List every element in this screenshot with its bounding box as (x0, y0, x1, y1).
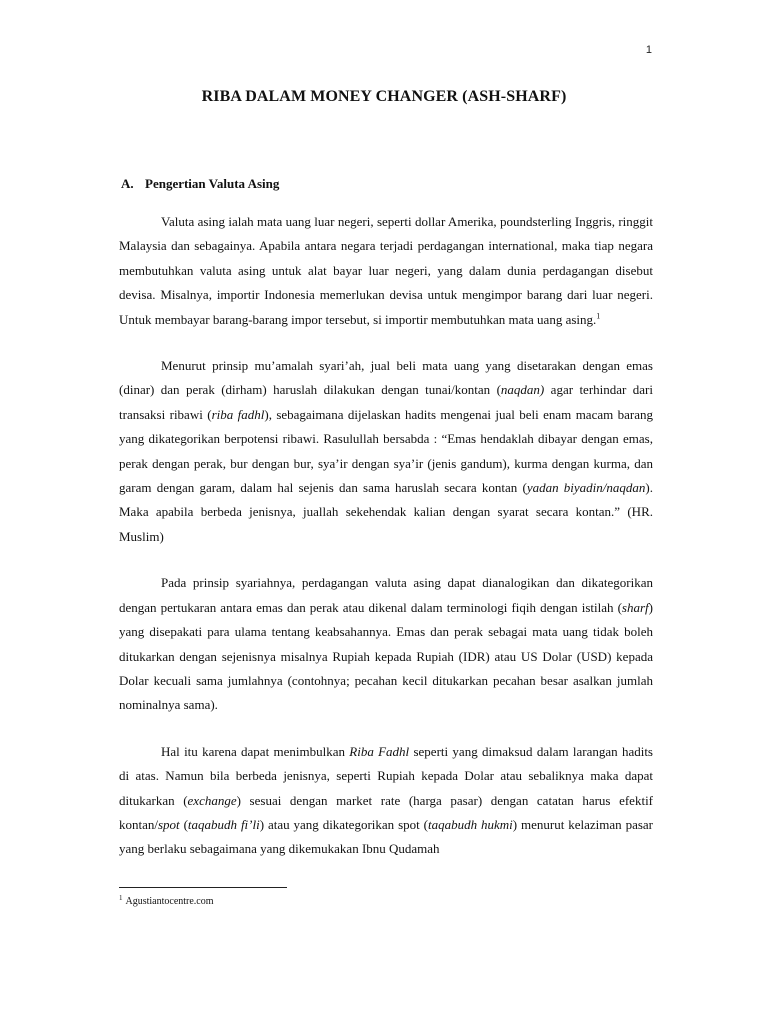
emphasis-taqabudh-hukmi: taqabudh hukmi (427, 816, 513, 832)
paragraph-2-text: Menurut prinsip mu’amalah syari’ah, jual beli mata uang yang disetarakan dengan emas (dinar) dan perak (dirham) haruslah dilakukan dengan tunai/kontan ( (119, 358, 653, 398)
paragraph-1-text: Valuta asing ialah mata uang luar negeri, seperti dollar Amerika, poundsterling Inggris, ringgit Malaysia dan sebagainya. Apabila antara negara terjadi perdagangan international, maka tiap negara membutuhkan valuta asing untuk alat bayar luar negeri, yang dalam dunia perdagangan disebut devisa. Misalnya, importir Indonesia memerlukan devisa untuk mengimpor barang dari luar negeri. Untuk membayar barang-barang impor tersebut, si importir membutuhkan mata uang asing. (119, 214, 653, 327)
footnote (119, 893, 214, 907)
emphasis-riba-fadhl: riba fadhl (211, 406, 265, 422)
paragraph-4-text: Hal itu karena dapat menimbulkan (161, 743, 350, 759)
emphasis-taqabudh-fili: taqabudh fi’li (187, 816, 260, 832)
page-number: 1 (645, 44, 652, 56)
paragraph-2-text: agar terhindar dari transaksi ribawi ( (119, 382, 653, 422)
emphasis-yadan-biyadin: yadan biyadin/naqdan (526, 480, 646, 496)
paragraph-2-text: ). Maka apabila berbeda jenisnya, juallah sekehendak kalian dengan syarat secara kontan.” (HR. Muslim) (119, 480, 653, 544)
emphasis-spot: spot (158, 816, 180, 832)
emphasis-exchange: exchange (187, 792, 237, 808)
paragraph-4-text: ) menurut kelaziman pasar yang berlaku sebagaimana yang dikemukakan Ibnu Qudamah (119, 816, 653, 857)
paragraph-2-text: ), sebagaimana dijelaskan hadits mengenai jual beli enam macam barang yang dikategorikan berpotensi ribawi. Rasulullah bersabda : “Emas hendaklah dibayar dengan emas, perak dengan perak, bur dengan bur, sya’ir dengan sya’ir (jenis gandum), kurma dengan kurma, dan garam dengan garam, dalam hal sejenis dan sama haruslah secara kontan ( (119, 406, 653, 496)
section-marker: A. (121, 176, 134, 191)
document-title: RIBA DALAM MONEY CHANGER (ASH-SHARF) (201, 88, 567, 105)
emphasis-riba-fadhl: Riba Fadhl (349, 743, 410, 759)
paragraph-2 (119, 354, 653, 549)
footnote-separator (119, 887, 287, 888)
section-heading-text: Pengertian Valuta Asing (145, 176, 280, 191)
paragraph-4-text: seperti yang dimaksud dalam larangan hadits di atas. Namun bila berbeda jenisnya, seperti Rupiah kepada Dolar atau sebaliknya maka dapat ditukarkan ( (119, 743, 653, 808)
emphasis-naqdan: naqdan) (500, 382, 545, 398)
paragraph-1 (119, 210, 653, 332)
paragraph-4-text: ) atau yang dikategorikan spot ( (259, 816, 428, 832)
paragraph-3-text: Pada prinsip syariahnya, perdagangan valuta asing dapat dianalogikan dan dikategorikan dengan pertukaran antara emas dan perak atau dikenal dalam terminologi fiqih dengan istilah ( (119, 575, 653, 615)
body-text (119, 210, 653, 884)
emphasis-sharf: sharf (621, 599, 649, 615)
footnote-text: Agustiantocentre.com (125, 896, 214, 907)
paragraph-3 (119, 571, 653, 717)
paragraph-4 (119, 740, 653, 862)
paragraph-4-text: ) sesuai dengan market rate (harga pasar) dengan catatan harus efektif kontan/ (119, 792, 654, 832)
footnote-number: 1 (119, 893, 123, 902)
paragraph-3-text: ) yang disepakati para ulama tentang keabsahannya. Emas dan perak sebagai mata uang tidak boleh ditukarkan dengan sejenisnya misalnya Rupiah kepada Rupiah (IDR) atau US Dolar (USD) kepada Dolar kecuali sama jumlahnya (contohnya; pecahan kecil ditukarkan pecahan besar asalkan jumlah nominalnya sama). (119, 599, 653, 713)
paragraph-4-text: ( (179, 816, 188, 832)
section-heading (121, 176, 279, 192)
footnote-reference: 1 (596, 311, 601, 321)
